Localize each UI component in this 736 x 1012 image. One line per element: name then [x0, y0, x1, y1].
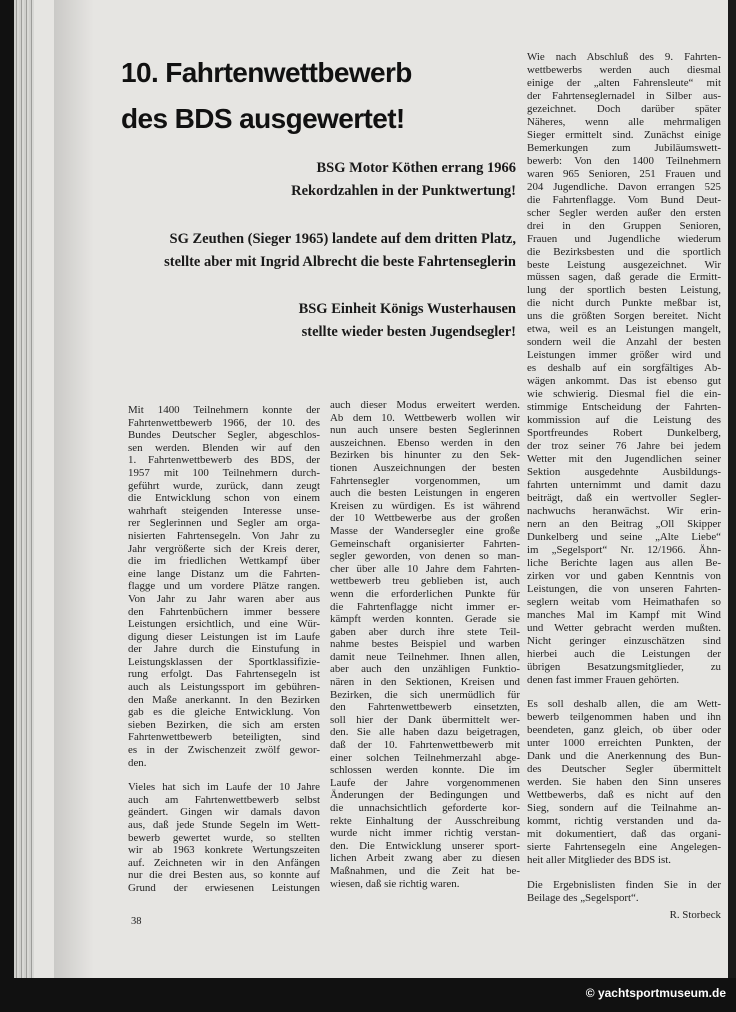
- text-line: rer Seglerinnen und Segler am orga-: [128, 517, 320, 530]
- text-line: im „Segelsport“ Nr. 12/1966. Ähn-: [527, 543, 721, 556]
- text-line: wir ab 1963 konkrete Wertungszeiten: [128, 844, 320, 857]
- text-line: wurde nicht immer richtig verstan-: [330, 827, 520, 840]
- text-line: wiesen, daß sie richtig waren.: [330, 877, 460, 890]
- text-line: Wetter mit den Jugendlichen seiner: [527, 453, 721, 466]
- subheadline-line: SG Zeuthen (Sieger 1965) landete auf dem dritten Platz,: [169, 231, 516, 247]
- text-line: der Jahre durch die Einstufung in: [128, 643, 320, 656]
- text-line: schlossen werden konnte. Die im: [330, 764, 520, 777]
- text-line: scher Segler werden außer den ersten: [527, 206, 721, 219]
- text-line: wahrhaft steigenden Interesse unse-: [128, 504, 320, 517]
- paragraph: [527, 698, 721, 867]
- text-line: flagge und um vordere Plätze rangen.: [128, 580, 320, 593]
- text-line: wettbewerb treu geblieben ist, auch: [330, 575, 520, 588]
- text-line: sondern weil die Anzahl der besten: [527, 336, 721, 349]
- text-line: stimmige Entscheidung der Fahrten-: [527, 401, 721, 414]
- text-line: sieben Bezirken, die sich am ersten: [128, 718, 320, 731]
- text-line: Leistungen immer größer wird und: [527, 349, 721, 362]
- page-number: 38: [131, 916, 142, 927]
- text-line: digung dieser Leistungen ist im Laufe: [128, 630, 320, 643]
- text-line: Sportfreundes Robert Dunkelberg,: [527, 427, 721, 440]
- text-line: beendeten, ganz gleich, ob über oder: [527, 724, 721, 737]
- scan-edge: [728, 0, 736, 978]
- text-line: Wettbewerbs, daß es nicht auf den: [527, 789, 721, 802]
- text-line: Frauen und Jugendliche wiederum: [527, 232, 721, 245]
- text-line: manches Mal im Kampf mit Wind: [527, 608, 721, 621]
- watermark: © yachtsportmuseum.de: [585, 986, 726, 1000]
- text-line: einige der „alten Fahrensleute“ mit: [527, 76, 721, 89]
- text-line: auch als Leistungssport im gebühren-: [128, 681, 320, 694]
- text-line: soll hier der Dank übermittelt wer-: [330, 713, 520, 726]
- text-line: Näheres, wenn alle mehrmaligen: [527, 115, 721, 128]
- text-line: hierbei auch die Leistungen der: [527, 647, 721, 660]
- text-line: die Fahrtenflagge nicht immer er-: [330, 600, 520, 613]
- text-line: den. Die Entwicklung unserer sport-: [330, 839, 520, 852]
- text-line: Dank und die Anerkennung des Bun-: [527, 750, 721, 763]
- text-line: lichen Arbeit zwang aber zu diesen: [330, 852, 520, 865]
- paragraph: [330, 399, 520, 890]
- text-line: der Fahrtenseglernadel in Silber aus-: [527, 89, 721, 102]
- text-line: die Entwicklung schon von einem: [128, 492, 320, 505]
- text-line: Masse der Wandersegler eine große: [330, 524, 520, 537]
- text-line: seglern weitab vom Heimathafen so: [527, 595, 721, 608]
- text-line: sierte Fahrtensegeln eine Angelegen-: [527, 841, 721, 854]
- text-line: Jahr vergrößerte sich der Kreis derer,: [128, 542, 320, 555]
- text-line: rekte Einhaltung der Ausschreibung: [330, 814, 520, 827]
- text-line: die unnachsichtlich geforderte kor-: [330, 802, 520, 814]
- text-line: auch am Fahrtenwettbewerb selbst: [128, 793, 320, 806]
- text-line: es in der Zwischenzeit zwölf gewor-: [128, 744, 320, 757]
- text-line: Dunkelberg und seine „Alte Liebe“: [527, 530, 721, 543]
- text-line: Änderungen der Bedingungen und: [330, 789, 520, 802]
- text-line: waren 965 Senioren, 251 Frauen und: [527, 167, 721, 180]
- text-line: 1. Fahrtenwettbewerb des BDS, der: [128, 454, 320, 467]
- text-line: Sieger ermittelt sind. Zunächst einige: [527, 128, 721, 141]
- gutter-shadow: [54, 0, 94, 978]
- paragraph: [128, 404, 320, 769]
- text-line: geführt wurde, zurück, dann zeugt: [128, 479, 320, 492]
- text-line: Gemeinschaft organisierter Fahrten-: [330, 537, 520, 550]
- text-line: wägen ankommt. Das ist ebenso gut: [527, 375, 721, 388]
- text-line: damit neue Teilnehmer. Ihnen allen,: [330, 650, 520, 663]
- text-column-right: [527, 51, 721, 921]
- text-line: cher über alle 10 Jahre dem Fahrten-: [330, 562, 520, 575]
- text-line: uns die größten Sorgen bereitet. Nicht: [527, 310, 721, 323]
- text-line: auch dieser Modus erweitert werden.: [330, 399, 520, 411]
- author-signature: R. Storbeck: [669, 909, 721, 921]
- text-line: Von Jahr zu Jahr waren aber aus: [128, 592, 320, 605]
- text-line: drei in den Gruppen Senioren,: [527, 219, 721, 232]
- text-line: Fahrtenwettbewerb beteiligten, sind: [128, 731, 320, 744]
- text-line: liche Berichte lagen aus allen Be-: [527, 556, 721, 569]
- title-line: des BDS ausgewertet!: [121, 103, 405, 134]
- article-title: [121, 50, 412, 142]
- text-line: den.: [128, 756, 147, 769]
- text-line: den Maße anerkannt. In den Bezirken: [128, 693, 320, 706]
- text-line: und Wetter gebracht werden mußten.: [527, 621, 721, 634]
- text-line: Mit 1400 Teilnehmern konnte der: [128, 404, 320, 416]
- text-line: wettbewerbs werden auch diesmal: [527, 63, 721, 76]
- text-line: die im friedlichen Wettkampf über: [128, 555, 320, 568]
- text-line: übrigen Besatzungsmitglieder, zu: [527, 660, 721, 673]
- text-line: heit aller Mitglieder des BDS ist.: [527, 854, 671, 867]
- text-line: der 10 Wettbewerbe aus der großen: [330, 512, 520, 525]
- text-line: Bemerkungen zum Jubiläumswett-: [527, 141, 721, 154]
- paragraph: [527, 879, 721, 905]
- text-line: unter 1000 erreichten Punkten, der: [527, 737, 721, 750]
- subheadline-line: BSG Einheit Königs Wusterhausen: [298, 301, 516, 317]
- subheadline: [291, 157, 516, 203]
- text-line: auf. Zeichneten wir in den Anfängen: [128, 856, 320, 869]
- text-line: nisierten Fahrtensegeln. Von Jahr zu: [128, 529, 320, 542]
- text-line: fahrten unternimmt und damit dazu: [527, 478, 721, 491]
- text-line: Bezirken, die sich unermüdlich für: [330, 688, 520, 701]
- text-column-middle: [330, 399, 520, 902]
- text-line: die Bezirksbesten und die sportlich: [527, 245, 721, 258]
- text-line: lung der sportlich besten Leistung,: [527, 284, 721, 297]
- subheadline-line: Rekordzahlen in der Punktwertung!: [291, 183, 516, 199]
- text-line: nachwuchs heranwächst. Wir erin-: [527, 504, 721, 517]
- text-line: es deshalb auf ein sorgfältiges Ab-: [527, 362, 721, 375]
- text-line: die Fahrtenflagge. Vom Bund Deut-: [527, 193, 721, 206]
- text-line: Maßnahmen, und die Zeit hat be-: [330, 864, 520, 877]
- subheadline: [299, 298, 516, 344]
- subheadline: [164, 228, 516, 274]
- text-line: bewerb gewertet wurde, so stellten: [128, 831, 320, 844]
- text-line: des Deutscher Segler übermittelt: [527, 763, 721, 776]
- text-line: mit dokumentiert, daß das organi-: [527, 828, 721, 841]
- text-line: Bezirken bis hinunter zu den Sek-: [330, 449, 520, 462]
- paragraph: [128, 781, 320, 894]
- text-line: Sektion ausgedehnte Ausbildungs-: [527, 466, 721, 478]
- text-line: Fahrtenwettbewerb 1966, der 10. des: [128, 416, 320, 429]
- text-line: auch die besten Leistungen in engeren: [330, 487, 520, 500]
- text-line: Wie nach Abschluß des 9. Fahrten-: [527, 51, 721, 63]
- text-line: nären in den Sektionen, Kreisen und: [330, 676, 520, 689]
- text-line: Leistungen ersichtlich, und eine Wür-: [128, 618, 320, 631]
- text-line: Es soll deshalb allen, die am Wett-: [527, 698, 721, 711]
- text-line: aber auch den unzähligen Funktio-: [330, 663, 520, 676]
- text-line: auszeichnen. Ebenso werden in den: [330, 436, 520, 449]
- text-line: Beilage des „Segelsport“.: [527, 892, 639, 905]
- text-line: wenn die erforderlichen Punkte für: [330, 587, 520, 600]
- text-line: werden. Sie haben den Sinn unseres: [527, 776, 721, 789]
- text-line: sen werden. Blenden wir auf den: [128, 441, 320, 454]
- subheadline-line: BSG Motor Köthen errang 1966: [316, 160, 516, 176]
- text-line: müssen sagen, daß gerade die Ermitt-: [527, 271, 721, 284]
- text-line: 204 Jugendliche. Davon errangen 525: [527, 180, 721, 193]
- text-line: Sieg, sondern auf die Teilnahme an-: [527, 802, 721, 815]
- text-line: wie schwierig. Diesmal fiel die ein-: [527, 388, 721, 401]
- text-line: segler geworden, von denen so man-: [330, 550, 520, 563]
- text-line: kommt, richtig verstanden und da-: [527, 815, 721, 828]
- text-line: die nicht durch Punkte meßbar ist,: [527, 297, 721, 310]
- text-line: eine lange Distanz um die Fahrten-: [128, 567, 320, 580]
- text-line: den. Sie alle haben dazu beigetragen,: [330, 726, 520, 739]
- text-line: Ab dem 10. Wettbewerb wollen wir: [330, 411, 520, 424]
- text-line: etwa, weil es an Leistungen mangelt,: [527, 323, 721, 336]
- text-line: beste Leistung ausgezeichnet. Wir: [527, 258, 721, 271]
- subheadline-line: stellte wieder besten Jugendsegler!: [301, 324, 516, 340]
- text-line: kommission auf die Leistung des: [527, 414, 721, 427]
- text-line: Laufe der Jahre vorgenommenen: [330, 776, 520, 789]
- text-line: gezeichnet. Doch darüber später: [527, 102, 721, 115]
- title-line: 10. Fahrtenwettbewerb: [121, 57, 412, 88]
- text-line: gab es die gleiche Entwicklung. Von: [128, 706, 320, 719]
- text-line: Nicht geringer einzuschätzen sind: [527, 634, 721, 647]
- text-line: kämpft werden konnten. Gerade sie: [330, 613, 520, 626]
- text-line: Bundes Deutscher Segler, abgeschlos-: [128, 429, 320, 442]
- text-line: geändert. Gingen wir damals davon: [128, 806, 320, 819]
- subheadline-line: stellte aber mit Ingrid Albrecht die beste Fahrtenseglerin: [164, 254, 516, 270]
- text-line: denen fast immer Frauen gehörten.: [527, 673, 680, 686]
- text-line: zirken vor und gaben Kenntnis von: [527, 569, 721, 582]
- text-column-left: [128, 404, 320, 907]
- text-line: rung erfolgt. Das Fahrtensegeln ist: [128, 668, 320, 681]
- text-line: daß der 10. Fahrtenwettbewerb mit: [330, 739, 520, 752]
- text-line: Die Ergebnislisten finden Sie in der: [527, 879, 721, 892]
- text-line: der troz seiner 76 Jahre bei jedem: [527, 440, 721, 453]
- text-line: Grund der erwiesenen Leistungen: [128, 881, 320, 894]
- text-line: Fahrtensegler vorgenommen, um: [330, 474, 520, 487]
- text-line: nur die drei Besten aus, so konnte auf: [128, 869, 320, 882]
- text-line: Vieles hat sich im Laufe der 10 Jahre: [128, 781, 320, 794]
- text-line: tionen Auszeichnungen der besten: [330, 461, 520, 474]
- text-line: den Fahrtenbüchern immer bessere: [128, 605, 320, 618]
- text-line: bewerb: Von den 1400 Teilnehmern: [527, 154, 721, 167]
- text-line: beiträgt, daß ein wertvoller Segler-: [527, 491, 721, 504]
- text-line: nahme bestes Beispiel und warben: [330, 638, 520, 651]
- text-line: den Fahrtenwettbewerb einsetzten,: [330, 701, 520, 714]
- text-line: 1957 mit 100 Teilnehmern durch-: [128, 466, 320, 479]
- text-line: bewerb teilgenommen haben und ihn: [527, 711, 721, 724]
- paragraph: [527, 51, 721, 686]
- text-line: Kreisen zu würdigen. Es ist während: [330, 499, 520, 512]
- text-line: nun auch unsere besten Seglerinnen: [330, 424, 520, 437]
- text-line: einer solchen Teilnehmerzahl abge-: [330, 751, 520, 764]
- text-line: Leistungen, die von unseren Fahrten-: [527, 582, 721, 595]
- text-line: nern an den Beitrag „Oll Skipper: [527, 517, 721, 530]
- text-line: aus, daß jede Stunde Segeln im Wett-: [128, 819, 320, 831]
- text-line: Leistungsklassen der Sportklassifizie-: [128, 655, 320, 668]
- text-line: gaben aber durch ihre stete Teil-: [330, 625, 520, 638]
